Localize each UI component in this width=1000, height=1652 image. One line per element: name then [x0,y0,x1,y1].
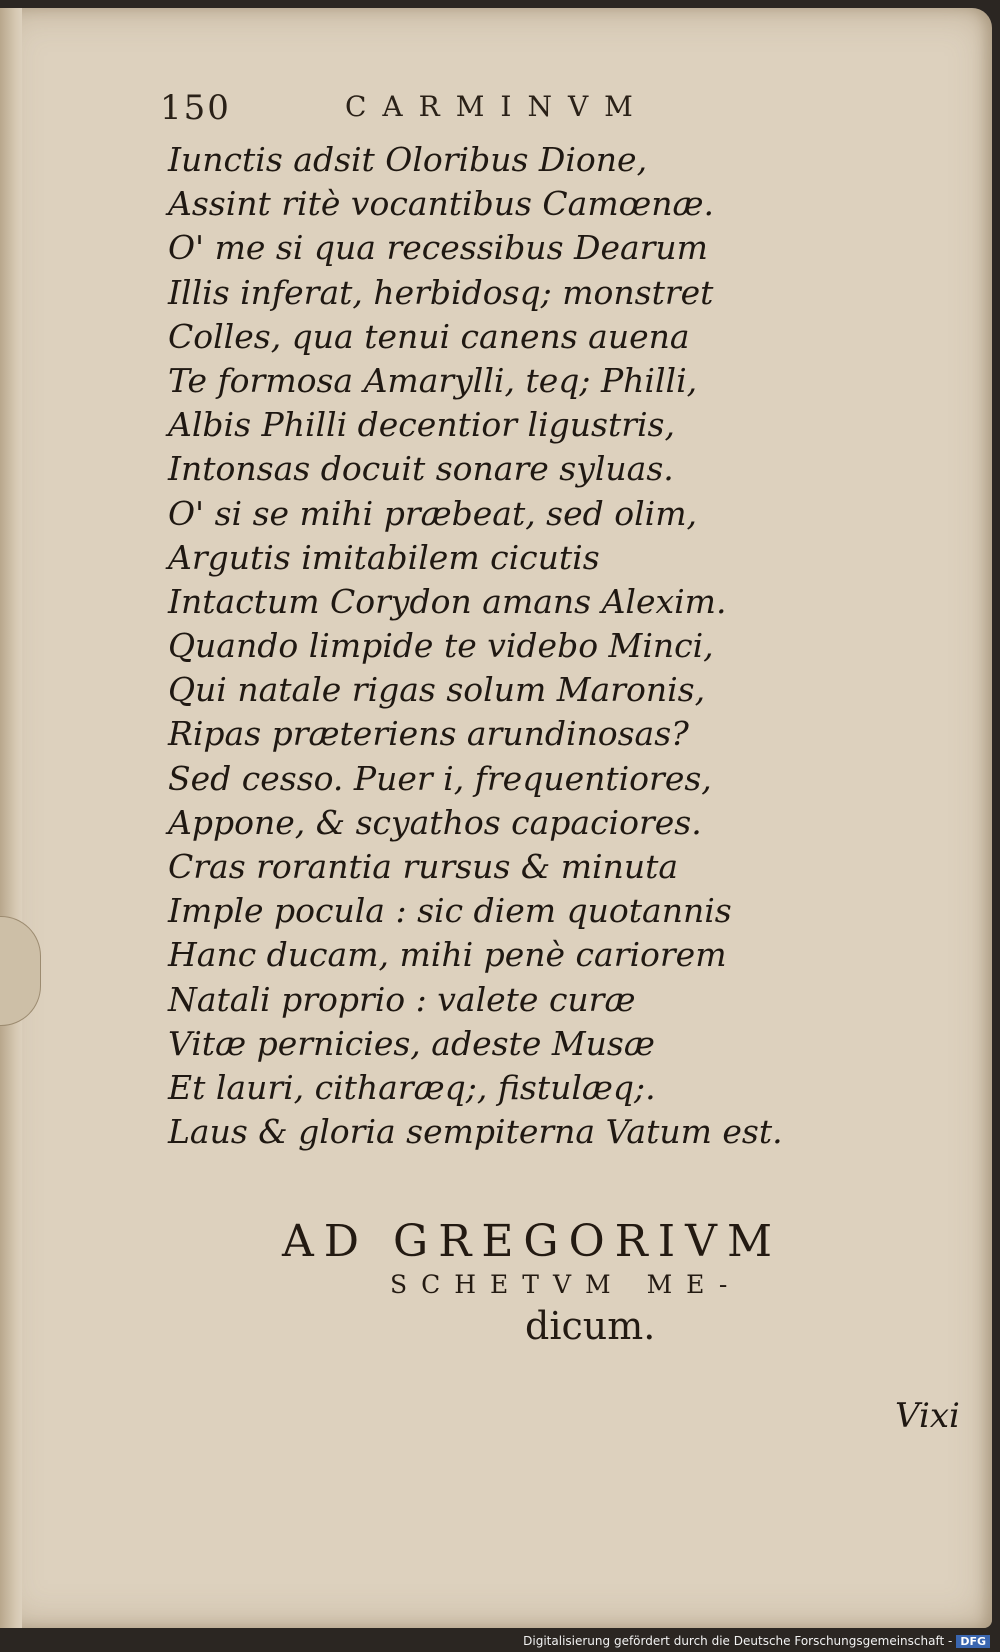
poem-heading-line-1: AD GREGORIVM [282,1216,782,1267]
footer-text: Digitalisierung gefördert durch die Deutsche Forschungsgemeinschaft - [523,1634,953,1648]
verse-line: Te formosa Amarylli, teq; Philli, [168,360,698,400]
verse-line: Sed cesso. Puer i, frequentiores, [168,758,712,798]
verse-line: Qui natale rigas solum Maronis, [168,670,706,710]
dfg-logo: DFG [956,1635,990,1648]
verse-line: Imple pocula : sic diem quotannis [168,891,732,931]
poem-verse [168,138,808,1154]
verse-line: Illis inferat, herbidosq; monstret [168,272,714,312]
book-page [0,8,992,1628]
page-gutter-edge [0,8,22,1628]
digitization-footer [523,1634,990,1648]
running-head-title: CARMINVM [345,90,649,123]
verse-line: Ripas præteriens arundinosas? [168,714,689,754]
verse-line: Laus & gloria sempiterna Vatum est. [168,1112,783,1152]
verse-line: Iunctis adsit Oloribus Dione, [168,140,648,179]
verse-line: Albis Philli decentior ligustris, [168,405,675,445]
poem-heading-line-2: SCHETVM ME- [390,1270,742,1299]
catchword: Vixi [895,1396,960,1436]
verse-line: Argutis imitabilem cicutis [168,537,600,577]
verse-line: O' me si qua recessibus Dearum [168,228,708,268]
verse-line: Et lauri, citharæq;, fistulæq;. [168,1067,656,1107]
verse-line: Assint ritè vocantibus Camœnæ. [168,184,715,224]
page-tab-marker [0,916,41,1026]
verse-line: Vitæ pernicies, adeste Musæ [168,1023,655,1063]
running-head [160,80,760,130]
verse-line: Intactum Corydon amans Alexim. [168,581,727,621]
verse-line: Natali proprio : valete curæ [168,979,636,1019]
page-number: 150 [160,88,231,128]
verse-line: Cras rorantia rursus & minuta [168,847,679,886]
verse-line: Quando limpide te videbo Minci, [168,626,714,666]
verse-line: Hanc ducam, mihi penè cariorem [168,935,727,975]
verse-line: Appone, & scyathos capaciores. [168,802,702,842]
verse-line: Intonsas docuit sonare syluas. [168,449,674,489]
poem-heading-line-3: dicum. [525,1304,656,1348]
verse-line: Colles, qua tenui canens auena [168,316,690,356]
verse-line: O' si se mihi præbeat, sed olim, [168,493,698,533]
